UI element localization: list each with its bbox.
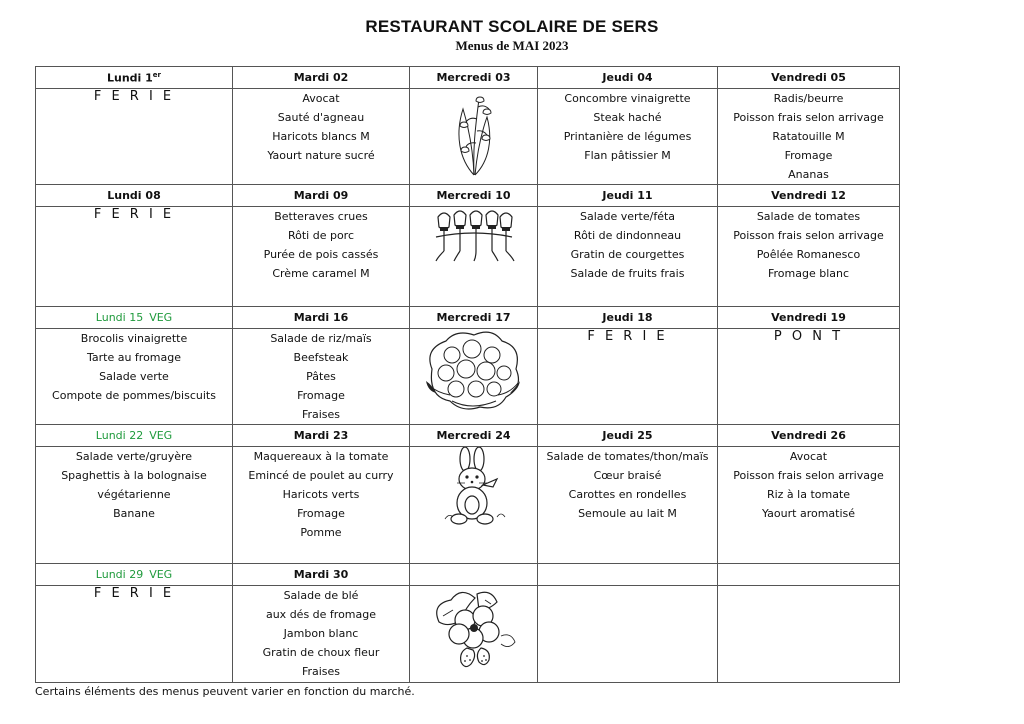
- dish: Radis/beurre: [773, 92, 844, 105]
- week-2-menu: [36, 207, 900, 307]
- dish: Printanière de légumes: [563, 130, 692, 143]
- dish: Fromage: [297, 507, 345, 520]
- day-header: Jeudi 04: [538, 67, 718, 89]
- dish: Salade verte/féta: [579, 210, 676, 223]
- dish: Riz à la tomate: [766, 488, 851, 501]
- dish: Spaghettis à la bolognaise: [61, 469, 207, 482]
- day-cell: [233, 329, 410, 425]
- footer-note: Certains éléments des menus peuvent varier en fonction du marché.: [35, 685, 415, 698]
- dish: Salade verte/gruyère: [75, 450, 193, 463]
- dish: Compote de pommes/biscuits: [52, 389, 216, 402]
- tulips-icon: [432, 207, 516, 263]
- day-cell: [718, 447, 900, 564]
- day-header: Vendredi 12: [718, 185, 900, 207]
- dish: Tarte au fromage: [86, 351, 182, 364]
- day-header: Mardi 30: [233, 564, 410, 586]
- dish: Flan pâtissier M: [584, 149, 671, 162]
- week-5-header: [36, 564, 900, 586]
- day-header: Jeudi 25: [538, 425, 718, 447]
- dish: Concombre vinaigrette: [564, 92, 691, 105]
- day-header: Mercredi 17: [410, 307, 538, 329]
- day-cell: [36, 329, 233, 425]
- dish: Ananas: [788, 168, 829, 181]
- day-cell: [538, 586, 718, 683]
- dish: Fromage: [297, 389, 345, 402]
- dish: Avocat: [789, 450, 828, 463]
- dish: Betteraves crues: [274, 210, 368, 223]
- page-title: RESTAURANT SCOLAIRE DE SERS: [365, 17, 659, 36]
- dish: Fromage: [784, 149, 833, 162]
- day-header: Mardi 16: [233, 307, 410, 329]
- day-cell: [233, 447, 410, 564]
- cauliflower-icon: [422, 329, 526, 415]
- holiday-text: F E R I E: [587, 329, 668, 344]
- day-header: Vendredi 05: [718, 67, 900, 89]
- dish: Salade de riz/maïs: [270, 332, 372, 345]
- dish: Haricots blancs M: [272, 130, 370, 143]
- dish: Brocolis vinaigrette: [80, 332, 188, 345]
- dish: Yaourt nature sucré: [267, 149, 375, 162]
- dish: Banane: [113, 507, 155, 520]
- day-header: Vendredi 26: [718, 425, 900, 447]
- day-cell: [538, 89, 718, 185]
- week-3-menu: [36, 329, 900, 425]
- week-5-menu: [36, 586, 900, 683]
- dish: Maquereaux à la tomate: [253, 450, 389, 463]
- dish: Jambon blanc: [283, 627, 359, 640]
- dish: Poisson frais selon arrivage: [733, 469, 884, 482]
- day-cell: [538, 329, 718, 425]
- day-cell: [36, 89, 233, 185]
- day-cell: [36, 586, 233, 683]
- dish: Ratatouille M: [772, 130, 845, 143]
- dish: Salade de tomates/thon/maïs: [546, 450, 709, 463]
- bridge-day-text: P O N T: [773, 329, 844, 344]
- dish: Purée de pois cassés: [263, 248, 379, 261]
- day-header: Lundi 1er: [36, 67, 233, 89]
- day-header: Mercredi 24: [410, 425, 538, 447]
- dish: Rôti de porc: [287, 229, 355, 242]
- day-cell: [36, 207, 233, 307]
- dish: Salade verte: [99, 370, 169, 383]
- day-cell: [233, 89, 410, 185]
- dish: Pomme: [300, 526, 342, 539]
- day-cell: [410, 586, 538, 683]
- day-header: Jeudi 18: [538, 307, 718, 329]
- week-1-header: [36, 67, 900, 89]
- day-cell: [718, 586, 900, 683]
- dish: végétarienne: [97, 488, 171, 501]
- day-cell: [718, 329, 900, 425]
- veg-tag: VEG: [149, 568, 173, 581]
- day-cell: [538, 447, 718, 564]
- day-header: Vendredi 19: [718, 307, 900, 329]
- week-1-menu: [36, 89, 900, 185]
- dish: Poisson frais selon arrivage: [733, 111, 884, 124]
- day-header: Mercredi 10: [410, 185, 538, 207]
- day-header: [718, 564, 900, 586]
- day-header: Lundi 15 VEG: [36, 307, 233, 329]
- dish: Fraises: [301, 665, 341, 678]
- dish: Emincé de poulet au curry: [248, 469, 394, 482]
- dish: Salade de tomates: [756, 210, 861, 223]
- dish: Haricots verts: [282, 488, 360, 501]
- holiday-text: F E R I E: [93, 89, 175, 104]
- dish: Poêlée Romanesco: [756, 248, 861, 261]
- page-subtitle: Menus de MAI 2023: [455, 38, 569, 53]
- day-cell: [233, 586, 410, 683]
- dish: Fraises: [301, 408, 341, 421]
- dish: Crème caramel M: [272, 267, 370, 280]
- dish: Salade de blé: [283, 589, 359, 602]
- dish: Carottes en rondelles: [568, 488, 687, 501]
- dish: Fromage blanc: [767, 267, 850, 280]
- day-header: Lundi 22 VEG: [36, 425, 233, 447]
- dish: Steak haché: [593, 111, 662, 124]
- strawberry-flowers-icon: [429, 586, 519, 672]
- day-header: Jeudi 11: [538, 185, 718, 207]
- menu-table: [35, 66, 900, 683]
- dish: Yaourt aromatisé: [761, 507, 856, 520]
- week-4-menu: [36, 447, 900, 564]
- day-header: [538, 564, 718, 586]
- week-3-header: [36, 307, 900, 329]
- day-header: Lundi 29 VEG: [36, 564, 233, 586]
- dish: Pâtes: [306, 370, 336, 383]
- day-cell: [410, 329, 538, 425]
- holiday-text: F E R I E: [93, 586, 175, 601]
- day-cell: [410, 89, 538, 185]
- day-cell: [233, 207, 410, 307]
- dish: Sauté d'agneau: [277, 111, 365, 124]
- dish: Gratin de choux fleur: [262, 646, 380, 659]
- day-cell: [410, 207, 538, 307]
- dish: Avocat: [302, 92, 340, 105]
- dish: Salade de fruits frais: [570, 267, 685, 280]
- day-header: [410, 564, 538, 586]
- dish: Cœur braisé: [593, 469, 662, 482]
- dish: aux dés de fromage: [265, 608, 377, 621]
- day-cell: [538, 207, 718, 307]
- dish: Semoule au lait M: [578, 507, 677, 520]
- lily-of-the-valley-icon: [449, 89, 499, 177]
- week-2-header: [36, 185, 900, 207]
- day-header: Mardi 09: [233, 185, 410, 207]
- dish: Beefsteak: [293, 351, 349, 364]
- holiday-text: F E R I E: [93, 207, 175, 222]
- day-cell: [410, 447, 538, 564]
- day-cell: [718, 207, 900, 307]
- day-header: Lundi 08: [36, 185, 233, 207]
- bunny-icon: [439, 447, 509, 529]
- veg-tag: VEG: [149, 429, 173, 442]
- dish: Rôti de dindonneau: [573, 229, 682, 242]
- veg-tag: VEG: [149, 311, 173, 324]
- day-header: Mardi 23: [233, 425, 410, 447]
- day-header: Mercredi 03: [410, 67, 538, 89]
- day-cell: [36, 447, 233, 564]
- week-4-header: [36, 425, 900, 447]
- day-cell: [718, 89, 900, 185]
- dish: Gratin de courgettes: [570, 248, 685, 261]
- dish: Poisson frais selon arrivage: [733, 229, 884, 242]
- day-header: Mardi 02: [233, 67, 410, 89]
